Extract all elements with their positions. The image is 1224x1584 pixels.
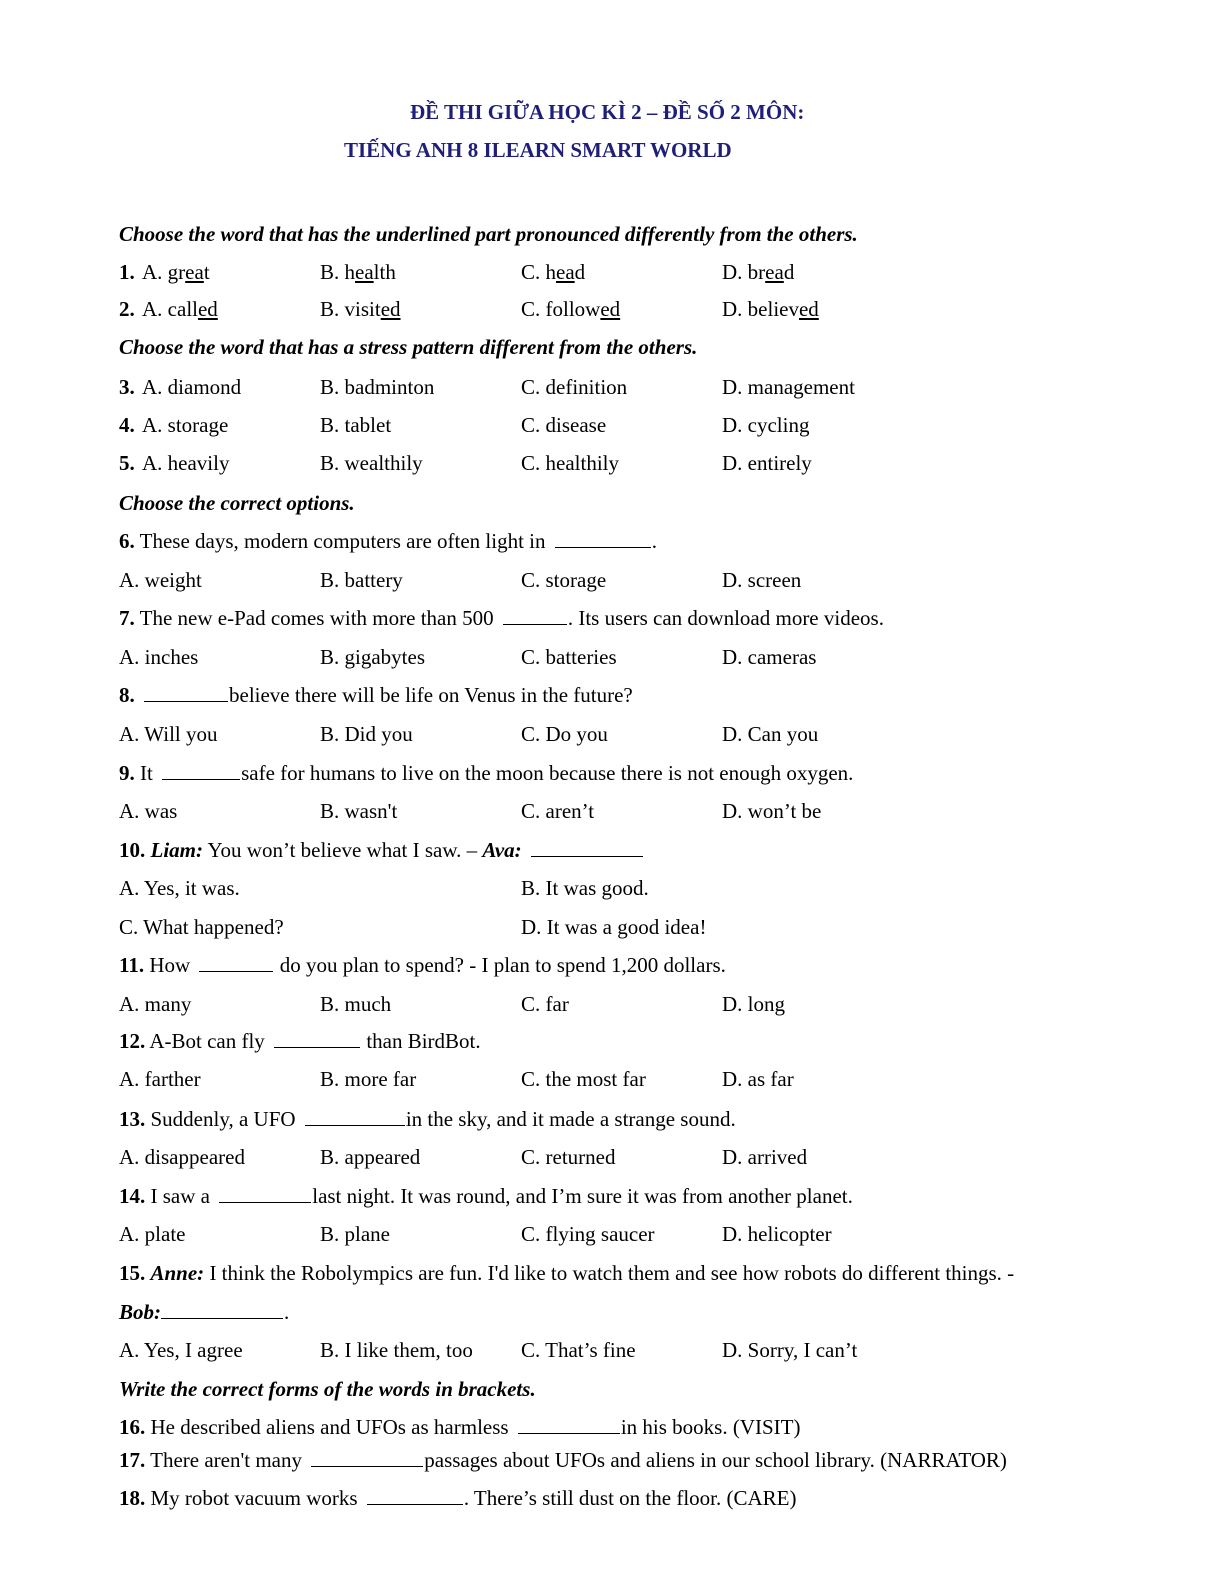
option-a: A. farther — [119, 1067, 201, 1091]
answer-blank — [305, 1108, 405, 1126]
option-d: D. believed — [722, 297, 819, 321]
option-d: D. bread — [722, 260, 795, 284]
question-stem: 11. How do you plan to spend? - I plan to spend 1,200 dollars. — [119, 953, 726, 977]
question-stem-continued: Bob: . — [119, 1300, 290, 1324]
question-stem: 15. Anne: I think the Robolympics are fun. I'd like to watch them and see how robots do different things. - — [119, 1261, 1015, 1285]
option-d: D. cameras — [722, 645, 817, 669]
option-a: A. plate — [119, 1222, 186, 1246]
option-c: C. healthily — [521, 451, 619, 475]
option-b: B. battery — [320, 568, 403, 592]
answer-blank — [555, 530, 651, 548]
option-c: C. storage — [521, 568, 607, 592]
option-b: B. It was good. — [521, 876, 649, 900]
option-d: D. won’t be — [722, 799, 822, 823]
question-16: 16. He described aliens and UFOs as harmless in his books. (VISIT) — [119, 1415, 801, 1439]
option-b: B. tablet — [320, 413, 392, 437]
answer-blank — [367, 1487, 463, 1505]
answer-blank — [219, 1185, 311, 1203]
option-b: B. appeared — [320, 1145, 421, 1169]
option-a: A. Yes, I agree — [119, 1338, 243, 1362]
exam-title-line-2: TIẾNG ANH 8 ILEARN SMART WORLD — [344, 138, 732, 162]
answer-blank — [274, 1030, 360, 1048]
section-4-instruction: Write the correct forms of the words in brackets. — [119, 1377, 536, 1401]
option-a: A. diamond — [142, 375, 242, 399]
option-d: D. long — [722, 992, 785, 1016]
option-b: B. I like them, too — [320, 1338, 473, 1362]
option-c: C. disease — [521, 413, 607, 437]
option-b: B. more far — [320, 1067, 417, 1091]
exam-title-line-1: ĐỀ THI GIỮA HỌC KÌ 2 – ĐỀ SỐ 2 MÔN: — [410, 100, 805, 124]
option-d: D. as far — [722, 1067, 794, 1091]
option-b: B. visited — [320, 297, 401, 321]
answer-blank — [503, 607, 567, 625]
question-number: 5. — [119, 451, 135, 475]
section-3-instruction: Choose the correct options. — [119, 491, 355, 515]
option-a: A. many — [119, 992, 192, 1016]
question-stem: 10. Liam: You won’t believe what I saw. – Ava: — [119, 837, 644, 863]
option-c: C. batteries — [521, 645, 617, 669]
option-b: B. badminton — [320, 375, 435, 399]
question-stem: 8. believe there will be life on Venus in the future? — [119, 683, 633, 707]
option-a: A. great — [142, 260, 210, 284]
option-d: D. management — [722, 375, 855, 399]
option-d: D. It was a good idea! — [521, 915, 707, 939]
option-a: A. Yes, it was. — [119, 876, 240, 900]
option-a: A. called — [142, 297, 218, 321]
option-b: B. wealthily — [320, 451, 423, 475]
question-stem: 9. It safe for humans to live on the moon because there is not enough oxygen. — [119, 761, 854, 785]
question-stem: 6. These days, modern computers are often light in . — [119, 529, 658, 553]
question-number: 2. — [119, 297, 135, 321]
section-2-instruction: Choose the word that has a stress pattern different from the others. — [119, 335, 698, 359]
option-d: D. Can you — [722, 722, 819, 746]
answer-blank — [311, 1449, 423, 1467]
option-c: C. far — [521, 992, 569, 1016]
option-a: A. weight — [119, 568, 202, 592]
option-b: B. wasn't — [320, 799, 398, 823]
option-b: B. plane — [320, 1222, 390, 1246]
question-18: 18. My robot vacuum works . There’s still dust on the floor. (CARE) — [119, 1486, 797, 1510]
option-d: D. cycling — [722, 413, 810, 437]
question-stem: 13. Suddenly, a UFO in the sky, and it made a strange sound. — [119, 1107, 736, 1131]
option-c: C. What happened? — [119, 915, 284, 939]
option-a: A. heavily — [142, 451, 230, 475]
answer-blank — [531, 839, 643, 857]
option-a: A. Will you — [119, 722, 218, 746]
option-c: C. followed — [521, 297, 621, 321]
question-17: 17. There aren't many passages about UFOs and aliens in our school library. (NARRATOR) — [119, 1448, 1007, 1472]
option-d: D. Sorry, I can’t — [722, 1338, 858, 1362]
option-b: B. gigabytes — [320, 645, 425, 669]
question-stem: 14. I saw a last night. It was round, and I’m sure it was from another planet. — [119, 1184, 853, 1208]
question-number: 1. — [119, 260, 135, 284]
option-a: A. storage — [142, 413, 229, 437]
option-c: C. aren’t — [521, 799, 595, 823]
question-number: 4. — [119, 413, 135, 437]
question-stem: 7. The new e-Pad comes with more than 500 . Its users can download more videos. — [119, 606, 884, 630]
option-c: C. Do you — [521, 722, 608, 746]
answer-blank — [518, 1416, 620, 1434]
option-d: D. entirely — [722, 451, 812, 475]
question-stem: 12. A-Bot can fly than BirdBot. — [119, 1029, 481, 1053]
option-c: C. definition — [521, 375, 628, 399]
option-c: C. the most far — [521, 1067, 646, 1091]
option-c: C. head — [521, 260, 586, 284]
option-b: B. health — [320, 260, 396, 284]
option-b: B. much — [320, 992, 392, 1016]
answer-blank — [162, 762, 240, 780]
answer-blank — [161, 1301, 283, 1319]
question-number: 3. — [119, 375, 135, 399]
option-d: D. screen — [722, 568, 802, 592]
option-a: A. disappeared — [119, 1145, 245, 1169]
option-c: C. flying saucer — [521, 1222, 655, 1246]
answer-blank — [199, 954, 273, 972]
option-c: C. That’s fine — [521, 1338, 636, 1362]
option-c: C. returned — [521, 1145, 616, 1169]
option-d: D. helicopter — [722, 1222, 832, 1246]
answer-blank — [144, 684, 228, 702]
option-b: B. Did you — [320, 722, 413, 746]
option-a: A. was — [119, 799, 178, 823]
option-a: A. inches — [119, 645, 199, 669]
section-1-instruction: Choose the word that has the underlined part pronounced differently from the others. — [119, 222, 858, 246]
option-d: D. arrived — [722, 1145, 808, 1169]
